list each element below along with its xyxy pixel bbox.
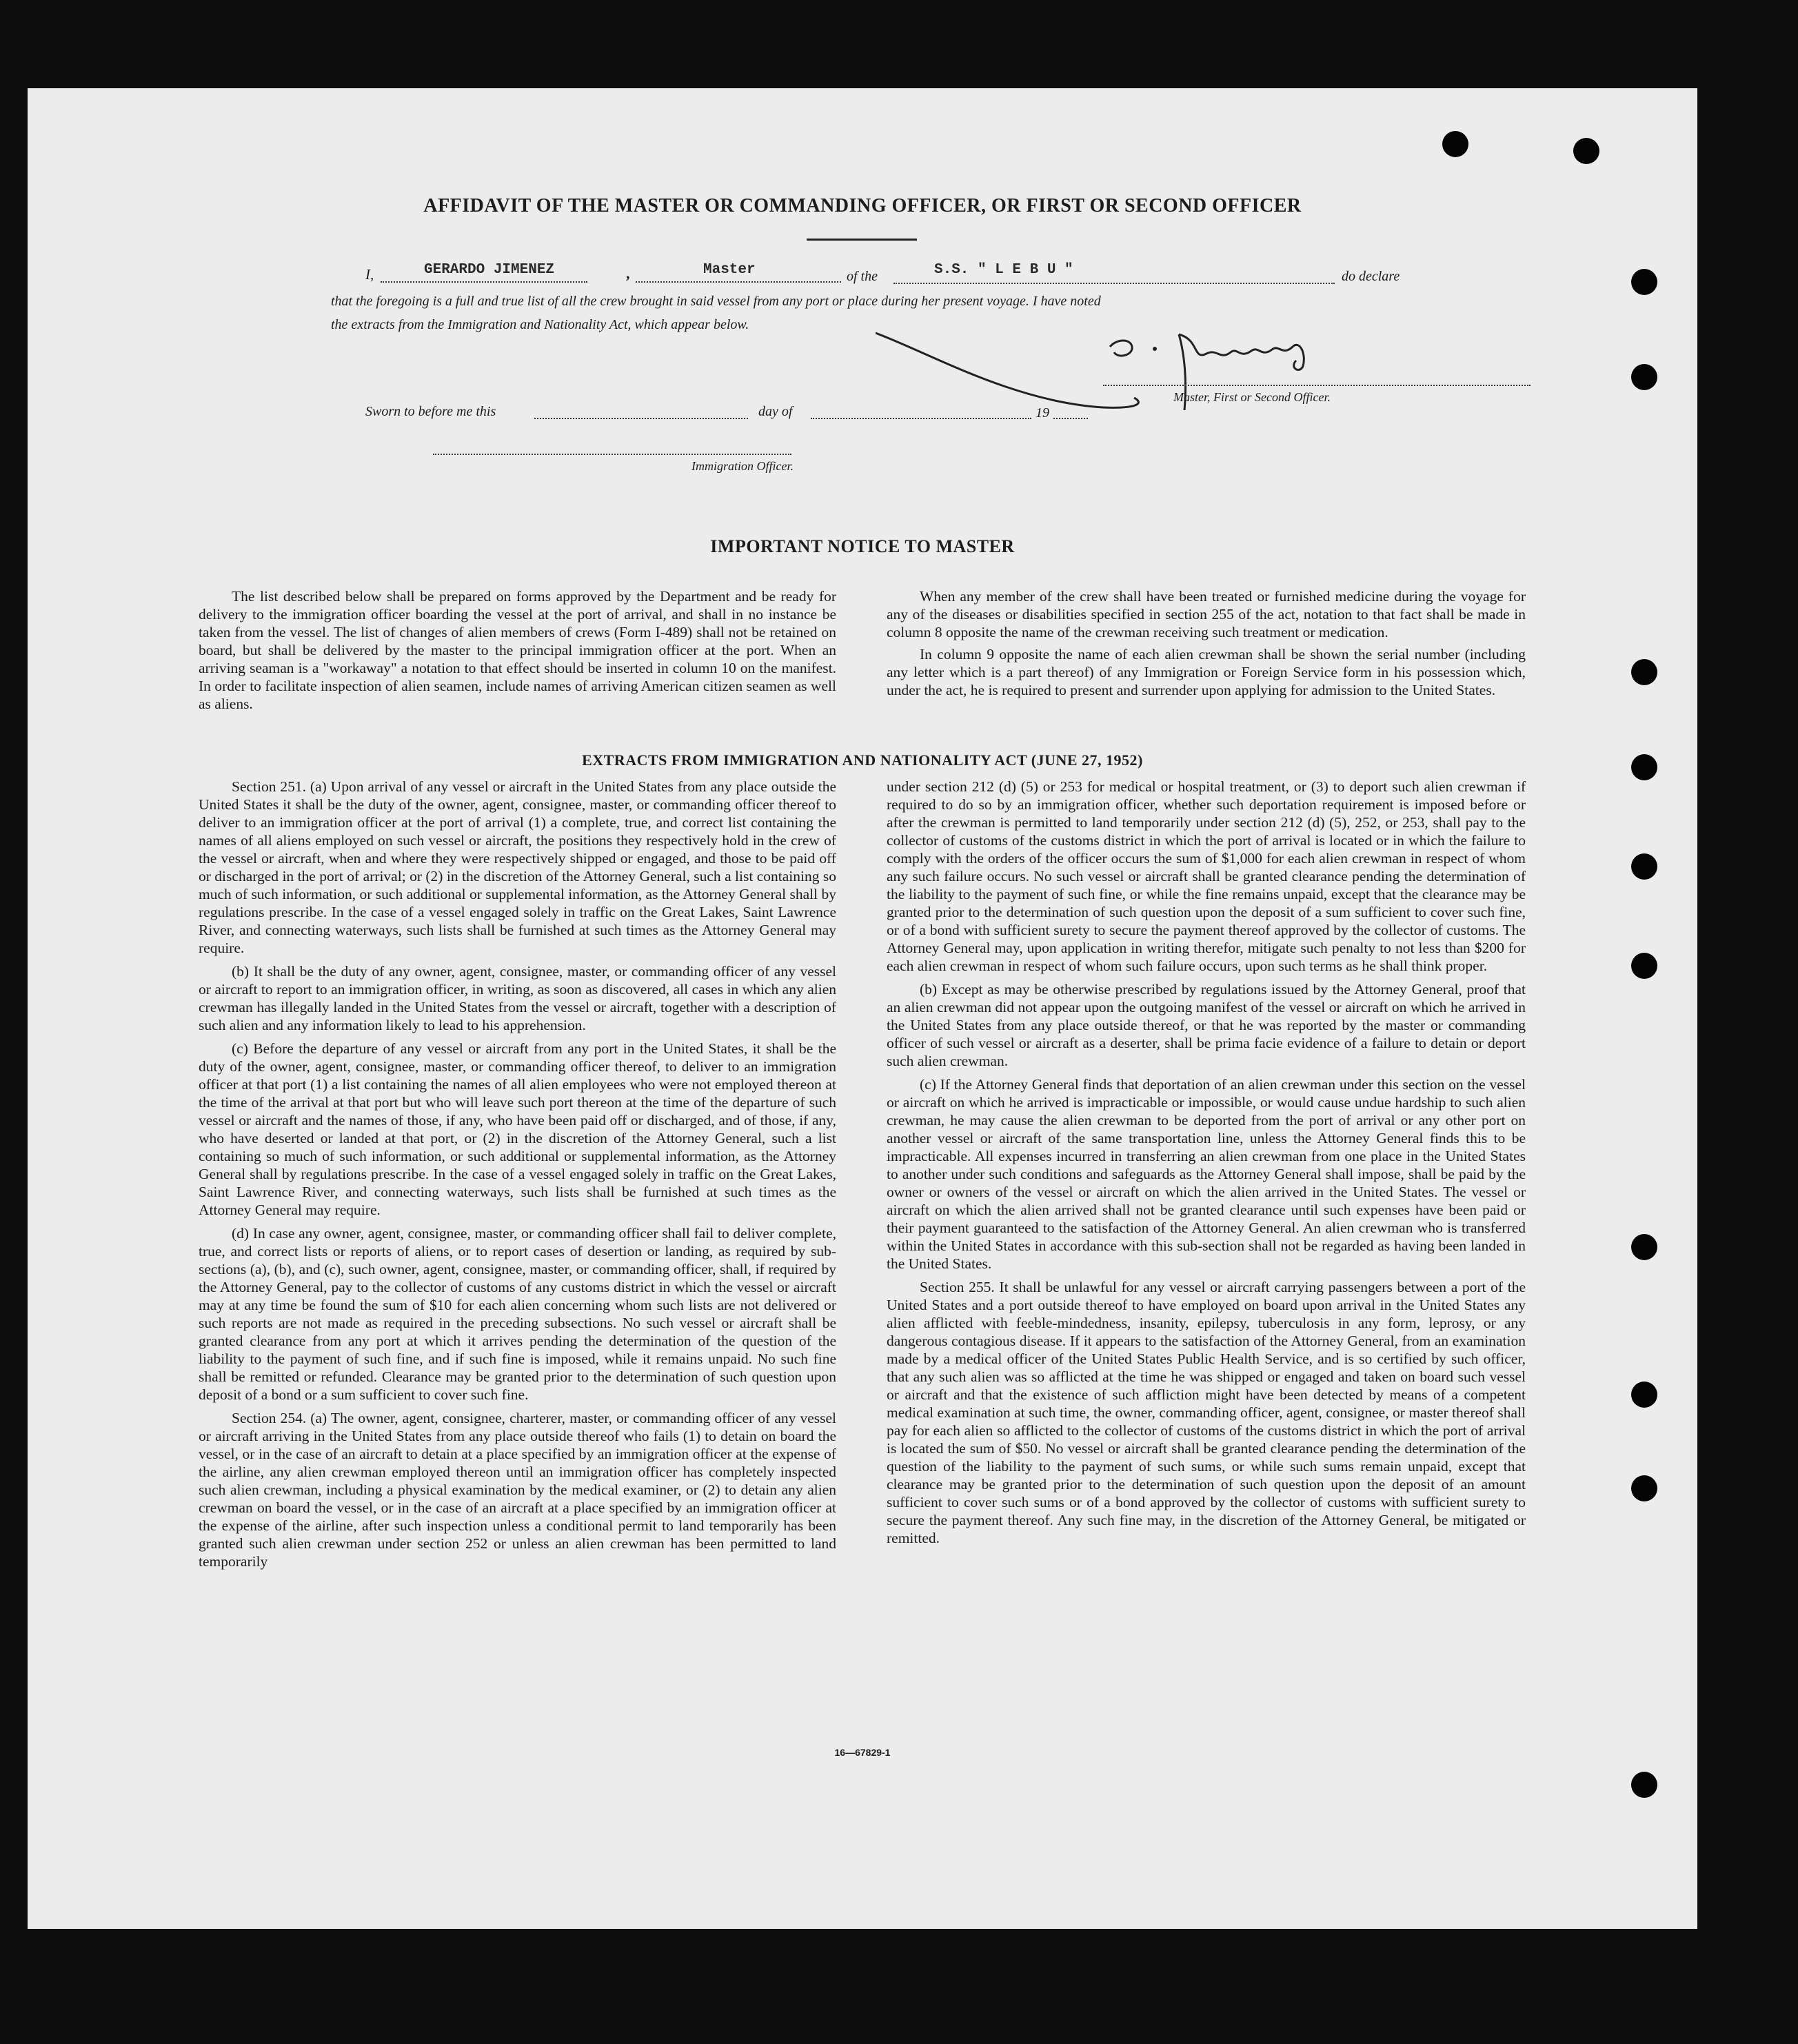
statute-paragraph: (c) Before the departure of any vessel or aircraft from any port in the United States, it shall be the duty of the owner, agent, consignee, master, or commanding officer thereof, to deliver to an immigration officer at that port (1) a list containing the names of all alien employees who were not employed thereon at the time of the arrival at that port but who will leave such port thereon at the time of the departure of such vessel or aircraft and the names of those, if any, who have been paid off or discharged, and of those, if any, who have deserted or landed at that port, or (2) in the discretion of the Attorney General, such a list containing so much of such information, or such additional or supplemental information, as the Attorney General shall by regulations prescribe. In the case of a vessel engaged solely in traffic on the Great Lakes, Saint Lawrence River, and connecting waterways, such lists shall be furnished at such times as the Attorney General may require. (199, 1040, 836, 1218)
notice-title: IMPORTANT NOTICE TO MASTER (710, 536, 1015, 556)
do-declare-label: do declare (1342, 269, 1400, 284)
name-line (381, 281, 587, 283)
master-name: GERARDO JIMENEZ (424, 262, 555, 278)
punch-hole (1573, 138, 1599, 164)
punch-hole (1631, 1234, 1657, 1260)
comma-mark: , (626, 265, 630, 282)
day-of-label: day of (758, 404, 793, 419)
punch-hole (1631, 1772, 1657, 1798)
rank-line (636, 281, 841, 283)
extracts-left-column (199, 778, 836, 1576)
statute-paragraph: Section 255. It shall be unlawful for any vessel or aircraft carrying passengers between a port of the United States and a port outside thereof to have employed on board upon arrival in the United States any alien afflicted with feeble-mindedness, insanity, epilepsy, tuberculosis in any form, leprosy, or any dangerous contagious disease. If it appears to the satisfaction of the Attorney General, from an examination made by a medical officer of the United States Public Health Service, and is so certified by such officer, that any such alien was so afflicted at the time he was shipped or engaged and taken on board such vessel or aircraft and that the existence of such affliction might have been detected by means of a competent medical examination at such time, the owner, commanding officer, agent, consignee, or master thereof shall pay for each alien so afflicted to the collector of customs of the customs district in which the port of arrival is located the sum of $50. No vessel or aircraft shall be granted clearance pending the determination of the question of the liability to the payment of such sums, or while such sums remain unpaid, except that clearance may be granted prior to the determination of such question upon the deposit of an amount sufficient to cover such sums or of a bond approved by the collector of customs with sufficient surety to secure the payment thereof. Any such fine may, in the discretion of the Attorney General, be mitigated or remitted. (887, 1279, 1526, 1546)
notice-paragraph: The list described below shall be prepared on forms approved by the Department and be ready for delivery to the immigration officer boarding the vessel at the port of arrival, and shall in no instance be taken from the vessel. The list of changes of alien members of crews (Form I-489) shall not be retained on board, but shall be delivered by the master to the principal immigration officer at the port. When an arriving seaman is a "workaway" a notation to that effect should be inserted in column 10 on the manifest. In order to facilitate inspection of alien seamen, include names of arriving American citizen seamen as well as aliens. (199, 588, 836, 712)
year-prefix: 19 (1036, 405, 1049, 421)
notice-paragraph: When any member of the crew shall have been treated or furnished medicine during the voyage for any of the diseases or disabilities specified in section 255 of the act, notation to that fact shall be made in column 8 opposite the name of the crewman receiving such treatment or medication. (887, 588, 1526, 640)
affidavit-title: AFFIDAVIT OF THE MASTER OR COMMANDING OFFICER, OR FIRST OR SECOND OFFICER (423, 195, 1302, 216)
notice-left-column (199, 587, 836, 717)
statute-paragraph: under section 212 (d) (5) or 253 for medical or hospital treatment, or (3) to deport such alien crewman if required to do so by an immigration officer, whether such deportation requirement is imposed before or after the crewman is permitted to land temporarily under section 212 (d) (5), 252, or 253, shall pay to the collector of customs of the customs district in which the port of arrival is located or in which the failure to comply with the orders of the officer occurs the sum of $1,000 for each alien crewman in respect of whom any such failure occurs. No such vessel or aircraft shall be granted clearance pending the determination of the liability to the payment of such fine, or while the fine remains unpaid, except that the clearance may be granted prior to the determination of such question upon the deposit of a sum sufficient to cover such fine, or of a bond with sufficient surety to secure the payment thereof approved by the collector of customs. The Attorney General may, upon application in writing therefor, mitigate such penalty to not less than $200 for each alien crewman in respect of whom such failure occurs, upon such terms as he shall think proper. (887, 778, 1526, 974)
i-label: I, (365, 266, 374, 283)
declaration-text-1: that the foregoing is a full and true list of all the crew brought in said vessel from any port or place during her present voyage. I have noted (331, 294, 1101, 309)
punch-hole (1631, 659, 1657, 685)
punch-hole (1631, 1475, 1657, 1501)
punch-hole (1631, 364, 1657, 390)
statute-paragraph: (c) If the Attorney General finds that deportation of an alien crewman under this section on the vessel or aircraft on which he arrived is impracticable or impossible, or would cause undue hardship to such alien crewman, he may cause the alien crewman to be deported from the port of arrival or any other port on another vessel or aircraft of the same transportation line, unless the Attorney General finds this to be impracticable. All expenses incurred in transferring an alien crewman from one place in the United States to another under such conditions and safeguards as the Attorney General shall impose, shall be paid by the owner or owners of the vessel or aircraft on which the alien arrived in the United States. The vessel or aircraft on which the alien arrived shall not be granted clearance until such expenses have been paid or their payment guaranteed to the satisfaction of the Attorney General. An alien crewman who is transferred within the United States in accordance with this sub-section shall not be regarded as having been landed in the United States. (887, 1076, 1526, 1272)
statute-paragraph: (b) Except as may be otherwise prescribed by regulations issued by the Attorney General, proof that an alien crewman did not appear upon the outgoing manifest of the vessel or aircraft on which he arrived in the United States from any place outside thereof, or that he was reported by the master or commanding officer of such vessel or aircraft as a deserter, shall be prima facie evidence of a failure to detain or deport such alien crewman. (887, 981, 1526, 1069)
declaration-text-2: the extracts from the Immigration and Nationality Act, which appear below. (331, 317, 749, 332)
extracts-right-column (887, 778, 1526, 1552)
master-rank: Master (703, 262, 756, 278)
sworn-label: Sworn to before me this (365, 404, 496, 419)
month-line (811, 418, 1031, 419)
punch-hole (1442, 131, 1468, 157)
statute-paragraph: (b) It shall be the duty of any owner, agent, consignee, master, or commanding officer of any vessel or aircraft to report to an immigration officer, in writing, as soon as discovered, all cases in which any alien crewman has illegally landed in the United States from the vessel or aircraft, together with a description of such alien and any information likely to lead to his apprehension. (199, 963, 836, 1033)
notice-paragraph: In column 9 opposite the name of each alien crewman shall be shown the serial number (including any letter which is a part thereof) of any Immigration or Foreign Service form in his possession which, under the act, he is required to present and surrender upon applying for admission to the United States. (887, 646, 1526, 698)
signature-caption: Master, First or Second Officer. (1173, 390, 1331, 404)
sworn-date-line (534, 418, 748, 419)
extracts-title: EXTRACTS FROM IMMIGRATION AND NATIONALITY ACT (JUNE 27, 1952) (582, 751, 1143, 769)
vessel-line (893, 283, 1335, 284)
punch-hole (1631, 853, 1657, 880)
punch-hole (1631, 1382, 1657, 1408)
title-rule (807, 239, 917, 241)
of-the-label: of the (847, 269, 878, 284)
notice-right-column (887, 587, 1526, 703)
signature-line (1103, 385, 1531, 386)
statute-paragraph: Section 254. (a) The owner, agent, consignee, charterer, master, or commanding officer of any vessel or aircraft arriving in the United States from any place outside thereof who fails (1) to detain on board the vessel, or in the case of an aircraft to detain at a place specified by an immigration officer at the expense of the airline, any alien crewman employed thereon until an immigration officer has completely inspected such alien crewman, including a physical examination by the medical examiner, or (2) to detain any alien crewman on board the vessel, or in the case of an aircraft at a place specified by an immigration officer at the expense of the airline, after such inspection unless a conditional permit to land temporarily has been granted such alien crewman under section 252 or unless an alien crewman has been permitted to land temporarily (199, 1410, 836, 1570)
punch-hole (1631, 754, 1657, 780)
punch-hole (1631, 953, 1657, 979)
statute-paragraph: Section 251. (a) Upon arrival of any vessel or aircraft in the United States from any place outside the United States it shall be the duty of the owner, agent, consignee, master, or commanding officer thereof to deliver to an immigration officer at the port of arrival (1) a complete, true, and correct list containing the names of all aliens employed on such vessel or aircraft, the positions they respectively hold in the crew of the vessel or aircraft, when and where they were respectively shipped or engaged, and those to be paid off or discharged in the port of arrival; or (2) in the discretion of the Attorney General, such a list containing so much of such information, or such additional or supplemental information, as the Attorney General shall by regulations prescribe. In the case of a vessel engaged solely in traffic on the Great Lakes, Saint Lawrence River, and connecting waterways, such lists shall be furnished at such times as the Attorney General may require. (199, 778, 836, 956)
officer-signature-line (433, 454, 791, 455)
statute-paragraph: (d) In case any owner, agent, consignee, master, or commanding officer shall fail to deliver complete, true, and correct lists or reports of aliens, or to report cases of desertion or landing, as required by sub-sections (a), (b), and (c), such owner, agent, consignee, master, or commanding officer, shall, if required by the Attorney General, pay to the collector of customs of any customs district in which the vessel or aircraft may at any time be found the sum of $10 for each alien concerning whom such lists are not delivered or such reports are not made as required in the preceding subsections. No such vessel or aircraft shall be granted clearance from any port at which it arrives pending the determination of the question of the liability to the payment of such fine, and if such fine is imposed, while it remains unpaid. No such fine shall be remitted or refunded. Clearance may be granted prior to the determination of such question upon deposit of a bond or a sum sufficient to cover such fine. (199, 1225, 836, 1403)
punch-hole (1631, 269, 1657, 295)
vessel-name: S.S. " L E B U " (934, 262, 1073, 278)
year-line (1053, 418, 1088, 419)
officer-caption: Immigration Officer. (691, 459, 794, 473)
form-number: 16—67829-1 (834, 1747, 891, 1758)
document-page (28, 88, 1697, 1929)
